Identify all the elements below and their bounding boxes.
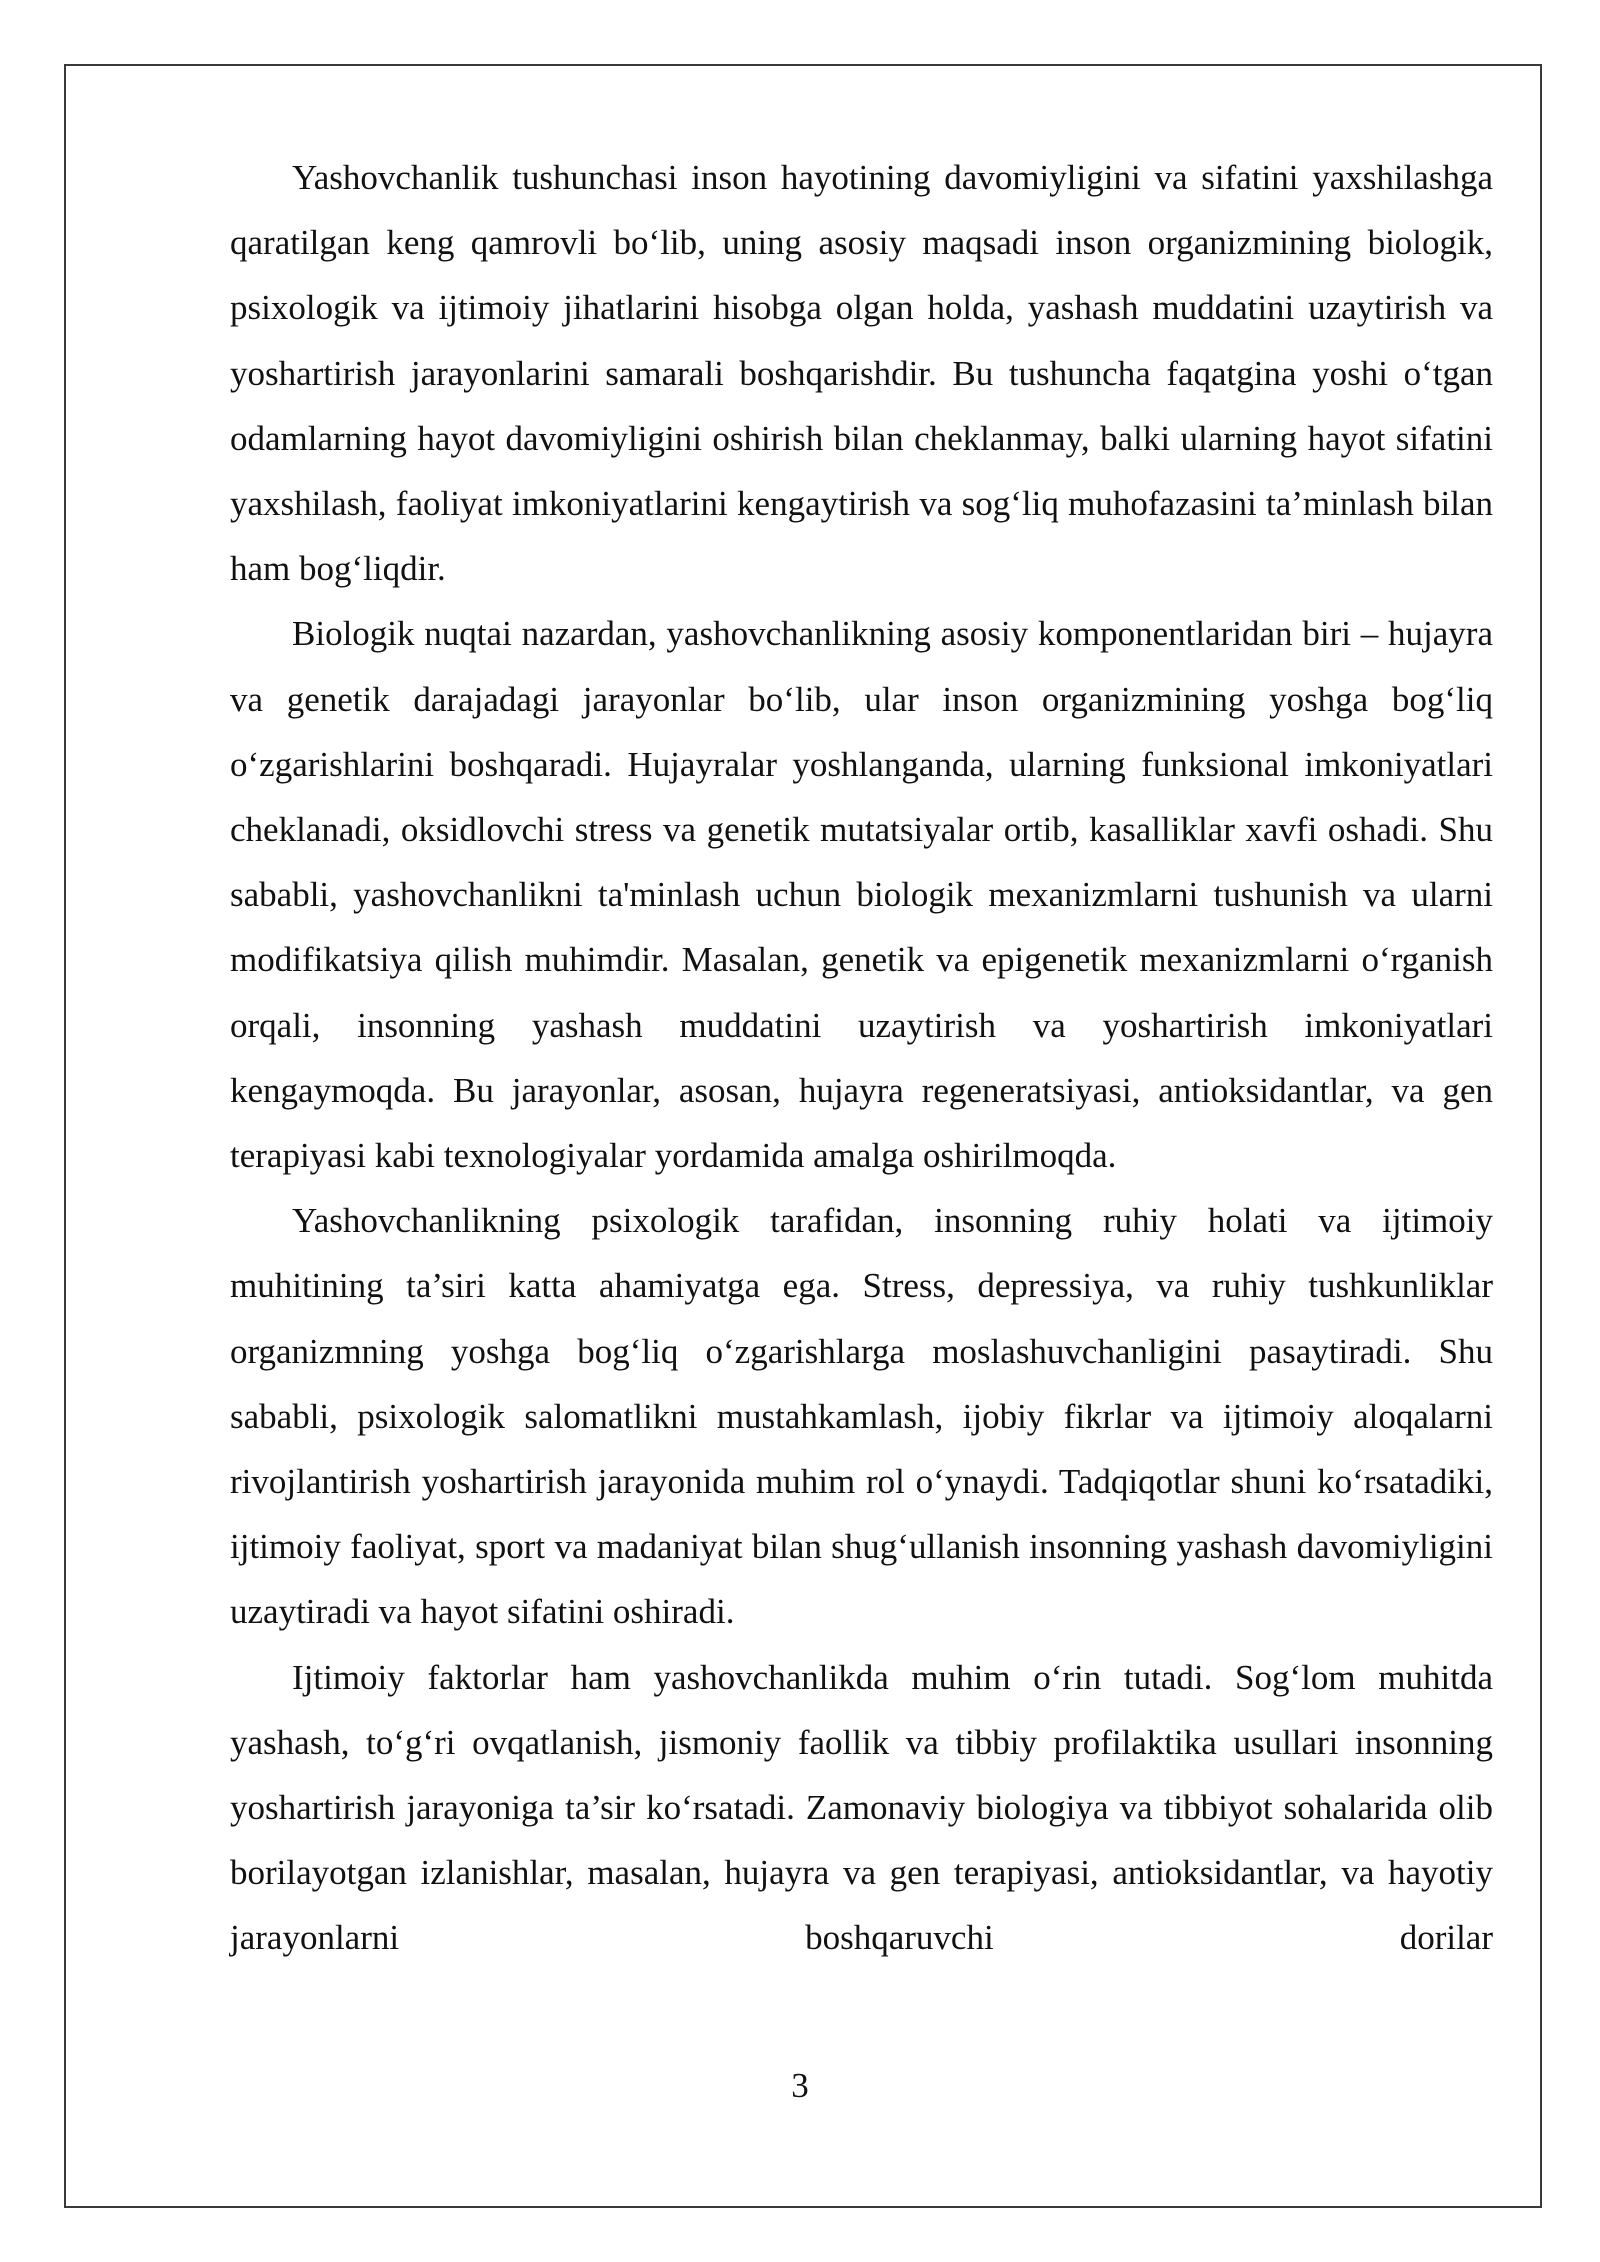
paragraph-1: Yashovchanlik tushunchasi inson hayotining davomiyligini va sifatini yaxshilashga qaratilgan keng qamrovli bo‘lib, uning asosiy maqsadi inson organizmining biologik, psixologik va ijtimoiy jihatlarini hisobga olgan holda, yashash muddatini uzaytirish va yoshartirish jarayonlarini samarali boshqarishdir. Bu tushuncha faqatgina yoshi o‘tgan odamlarning hayot davomiyligini oshirish bilan cheklanmay, balki ularning hayot sifatini yaxshilash, faoliyat imkoniyatlarini kengaytirish va sog‘liq muhofazasini ta’minlash bilan ham bog‘liqdir.	[230, 158, 1493, 589]
page-number: 3	[791, 2066, 809, 2105]
document-body	[230, 145, 1493, 1971]
paragraph-4: Ijtimoiy faktorlar ham yashovchanlikda muhim o‘rin tutadi. Sog‘lom muhitda yashash, to‘g‘ri ovqatlanish, jismoniy faollik va tibbiy profilaktika usullari insonning yoshartirish jarayoniga ta’sir ko‘rsatadi. Zamonaviy biologiya va tibbiyot sohalarida olib borilayotgan izlanishlar, masalan, hujayra va gen terapiyasi, antioksidantlar, va hayotiy jarayonlarni boshqaruvchi dorilar	[230, 1657, 1493, 1958]
paragraph-3: Yashovchanlikning psixologik tarafidan, insonning ruhiy holati va ijtimoiy muhitining ta’siri katta ahamiyatga ega. Stress, depressiya, va ruhiy tushkunliklar organizmning yoshga bog‘liq o‘zgarishlarga moslashuvchanligini pasaytiradi. Shu sababli, psixologik salomatlikni mustahkamlash, ijobiy fikrlar va ijtimoiy aloqalarni rivojlantirish yoshartirish jarayonida muhim rol o‘ynaydi. Tadqiqotlar shuni ko‘rsatadiki, ijtimoiy faoliyat, sport va madaniyat bilan shug‘ullanish insonning yashash davomiyligini uzaytiradi va hayot sifatini oshiradi.	[230, 1201, 1493, 1632]
paragraph-2: Biologik nuqtai nazardan, yashovchanlikning asosiy komponentlaridan biri – hujayra va genetik darajadagi jarayonlar bo‘lib, ular inson organizmining yoshga bog‘liq o‘zgarishlarini boshqaradi. Hujayralar yoshlanganda, ularning funksional imkoniyatlari cheklanadi, oksidlovchi stress va genetik mutatsiyalar ortib, kasalliklar xavfi oshadi. Shu sababli, yashovchanlikni ta'minlash uchun biologik mexanizmlarni tushunish va ularni modifikatsiya qilish muhimdir. Masalan, genetik va epigenetik mexanizmlarni o‘rganish orqali, insonning yashash muddatini uzaytirish va yoshartirish imkoniyatlari kengaymoqda. Bu jarayonlar, asosan, hujayra regeneratsiyasi, antioksidantlar, va gen terapiyasi kabi texnologiyalar yordamida amalga oshirilmoqda.	[230, 614, 1493, 1176]
